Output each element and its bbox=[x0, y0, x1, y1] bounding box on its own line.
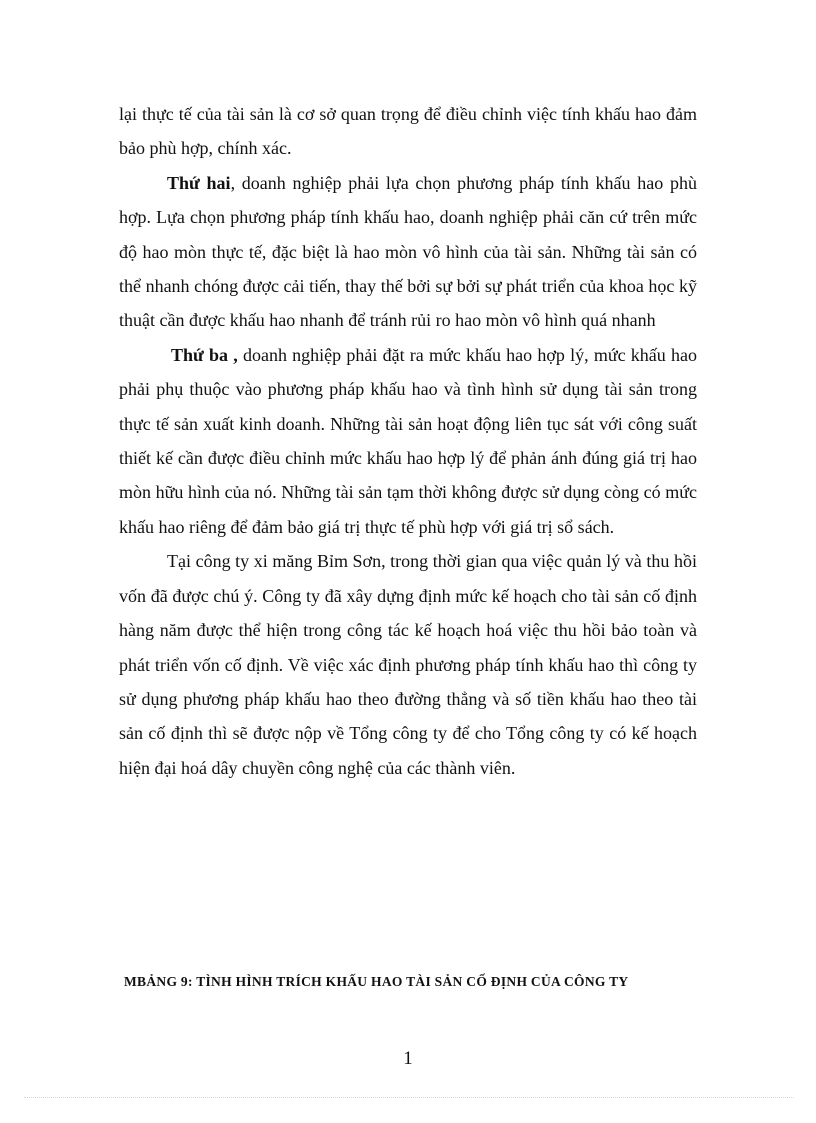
paragraph-continuation bbox=[119, 97, 697, 166]
paragraph-second-point bbox=[119, 166, 697, 338]
paragraph-text: , doanh nghiệp phải lựa chọn phương pháp tính khấu hao phù hợp. Lựa chọn phương pháp tính khấu hao, doanh nghiệp phải căn cứ trên mức độ hao mòn thực tế, đặc biệt là hao mòn vô hình của tài sản. Những tài sản có thể nhanh chóng được cải tiến, thay thế bởi sự bởi sự phát triển của khoa học kỹ thuật cần được khấu hao nhanh để tránh rủi ro hao mòn vô hình quá nhanh bbox=[119, 172, 697, 331]
paragraph-lead: Thứ ba , bbox=[171, 344, 238, 365]
paragraph-third-point bbox=[119, 338, 697, 544]
paragraph-company bbox=[119, 544, 697, 785]
paragraph-text: doanh nghiệp phải đặt ra mức khấu hao hợp lý, mức khấu hao phải phụ thuộc vào phương pháp khấu hao và tình hình sử dụng tài sản trong thực tế sản xuất kinh doanh. Những tài sản hoạt động liên tục sát với công suất thiết kế cần được điều chỉnh mức khấu hao hợp lý để phản ánh đúng giá trị hao mòn hữu hình của nó. Những tài sản tạm thời không được sử dụng còng có mức khấu hao riêng để đảm bảo giá trị thực tế phù hợp với giá trị sổ sách. bbox=[119, 344, 697, 537]
paragraph-lead: Thứ hai bbox=[167, 172, 231, 193]
paragraph-text: lại thực tế của tài sản là cơ sở quan trọng để điều chỉnh việc tính khấu hao đảm bảo phù hợp, chính xác. bbox=[119, 104, 697, 159]
footer-divider bbox=[24, 1097, 794, 1098]
paragraph-text: Tại công ty xi măng Bỉm Sơn, trong thời gian qua việc quản lý và thu hồi vốn đã được chú ý. Công ty đã xây dựng định mức kế hoạch cho tài sản cố định hàng năm được thể hiện trong công tác kế hoạch hoá việc thu hồi bảo toàn và phát triển vốn cố định. Về việc xác định phương pháp tính khấu hao thì công ty sử dụng phương pháp khấu hao theo đường thẳng và số tiền khấu hao theo tài sản cố định thì sẽ được nộp về Tổng công ty để cho Tổng công ty có kế hoạch hiện đại hoá dây chuyền công nghệ của các thành viên. bbox=[119, 551, 697, 778]
page-number: 1 bbox=[403, 1048, 413, 1069]
table-heading: MBẢNG 9: TÌNH HÌNH TRÍCH KHẤU HAO TÀI SẢN CỐ ĐỊNH CỦA CÔNG TY bbox=[124, 974, 629, 989]
body-text bbox=[119, 97, 697, 785]
